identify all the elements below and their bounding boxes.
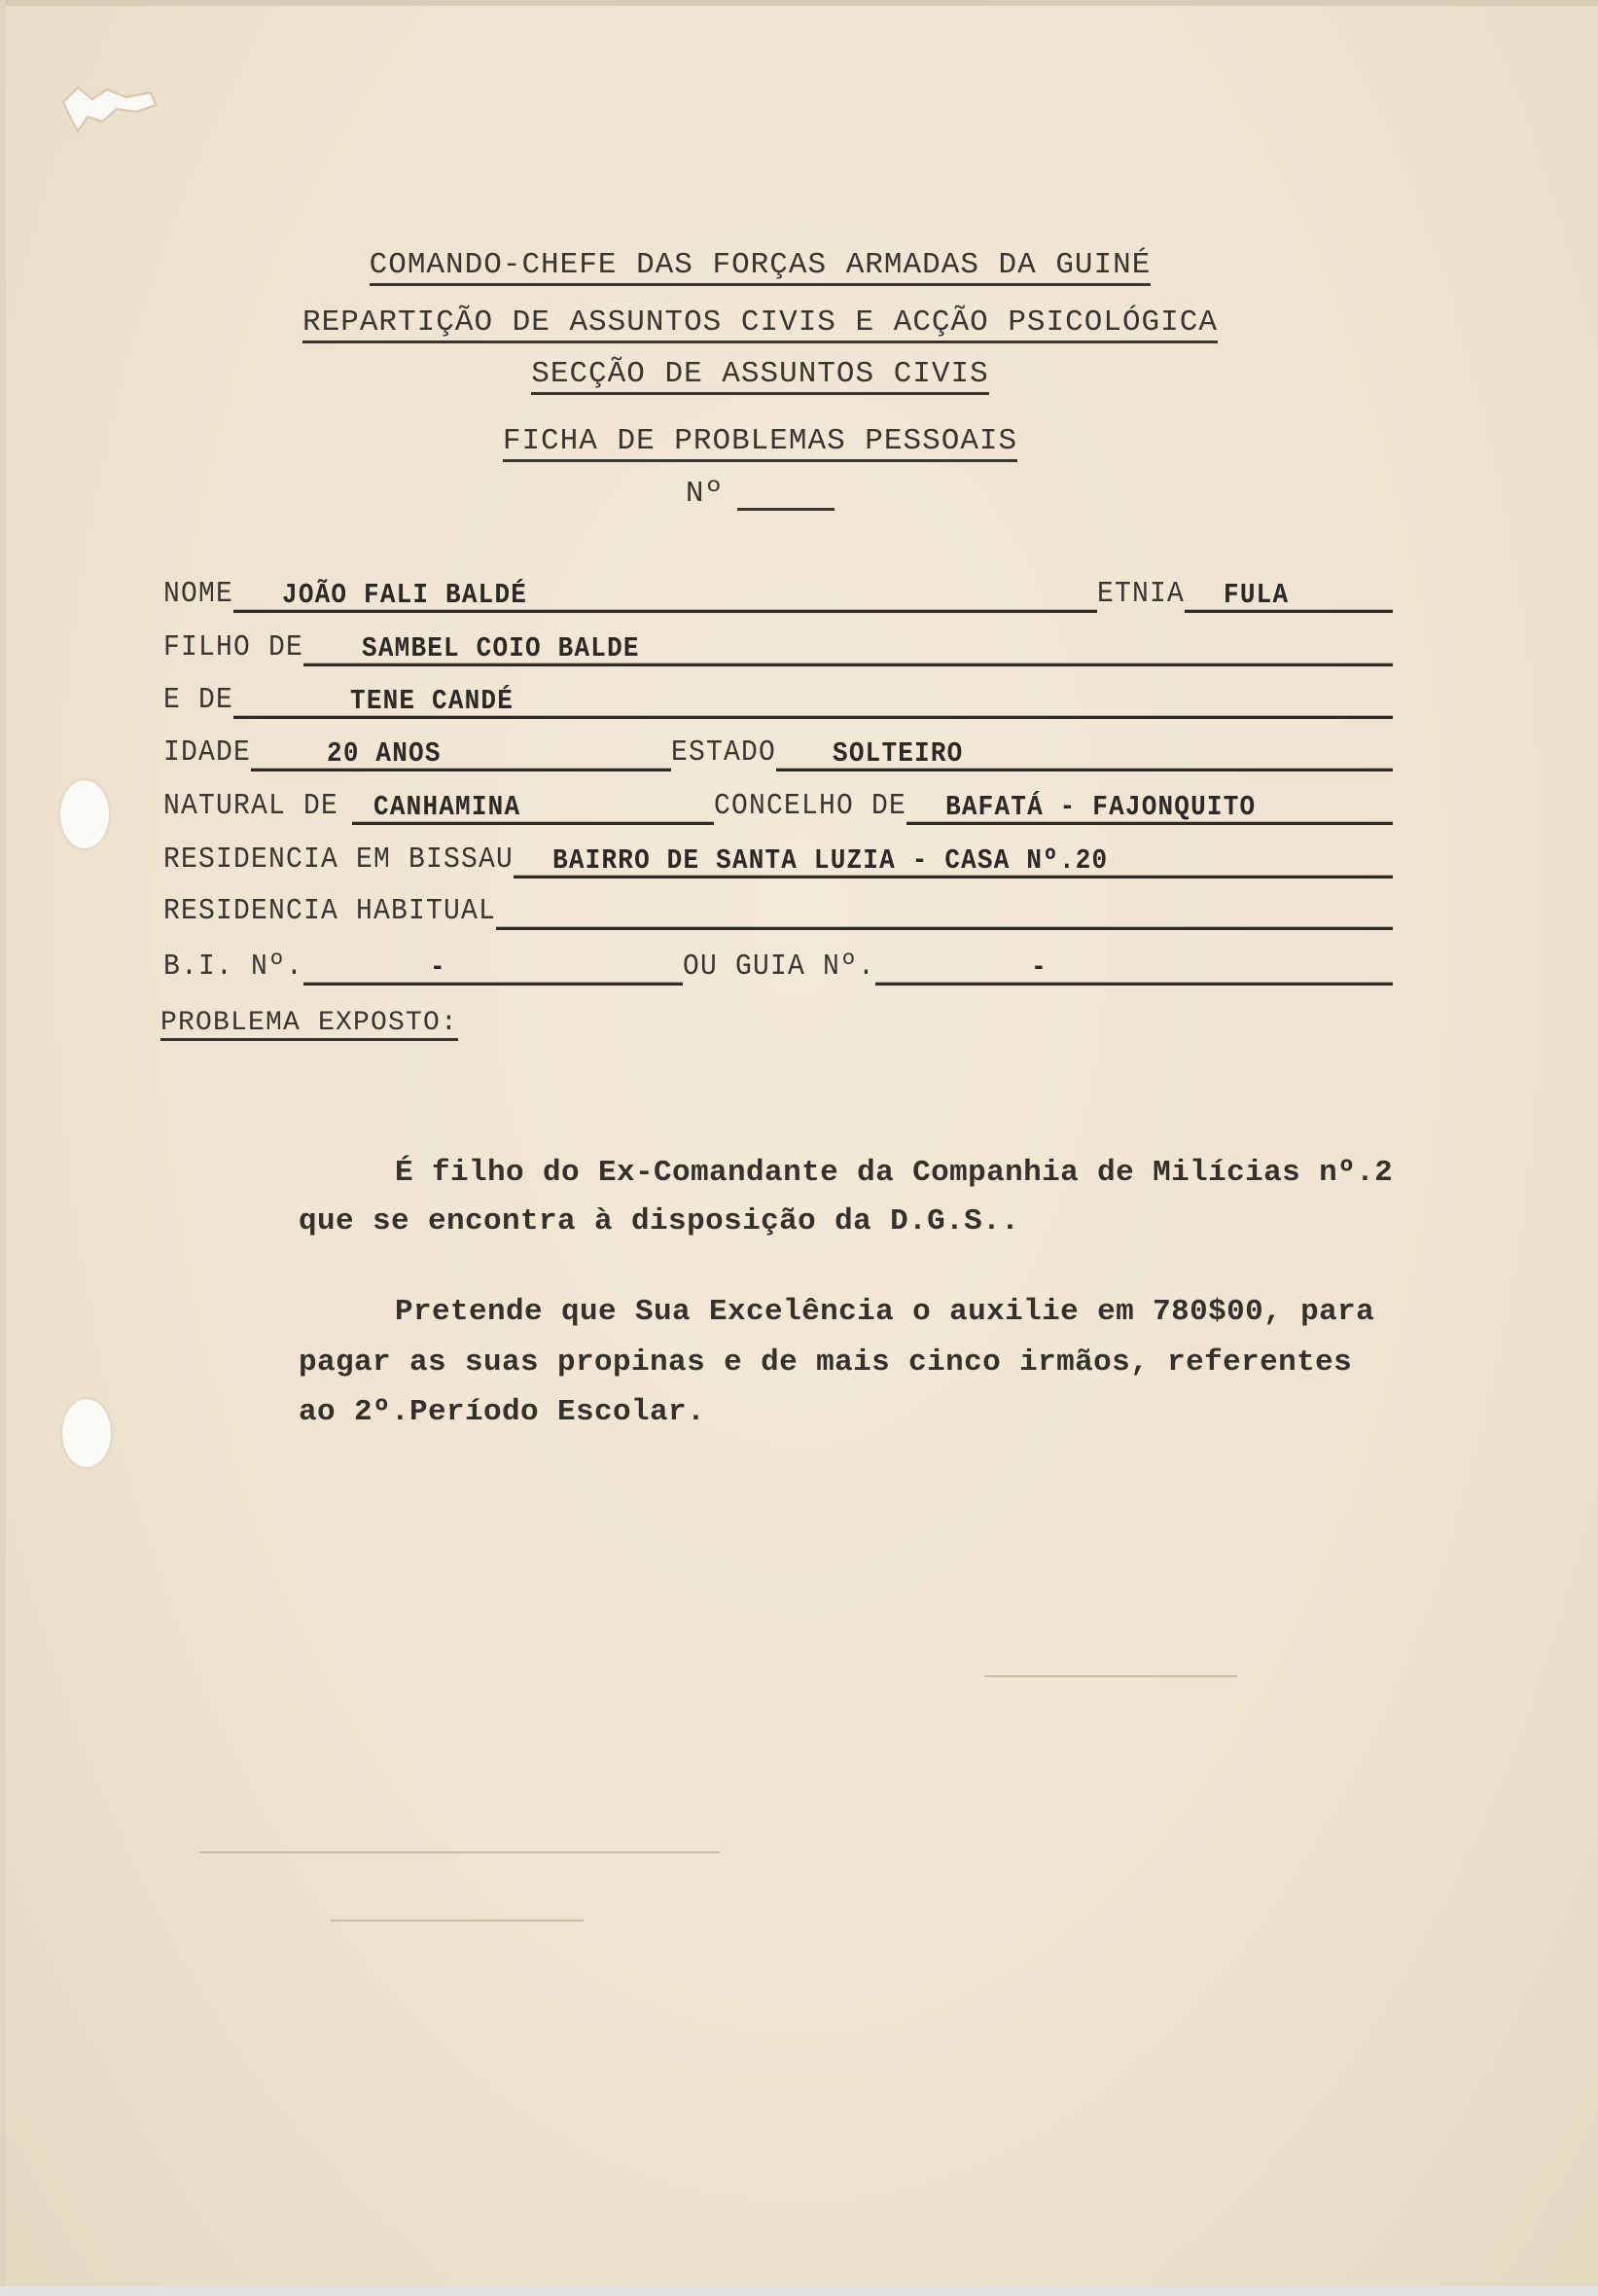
filho-de-label: FILHO DE [163, 630, 304, 664]
natural-de-field[interactable]: CANHAMINA [352, 789, 714, 825]
residencia-habitual-label: RESIDENCIA HABITUAL [163, 894, 497, 928]
problem-text-line: que se encontra à disposição da D.G.S.. [299, 1204, 1020, 1238]
problem-text-line: É filho do Ex-Comandante da Companhia de Milícias nº.2 [395, 1156, 1394, 1190]
guia-label: OU GUIA Nº. [683, 950, 876, 984]
form-title: FICHA DE PROBLEMAS PESSOAIS [0, 424, 1520, 458]
form-number: Nº [0, 477, 1520, 511]
torn-staple-mark [58, 78, 165, 156]
problem-text-line: Pretende que Sua Excelência o auxilie em 780$00, para [395, 1295, 1375, 1329]
estado-field[interactable]: SOLTEIRO [776, 735, 1393, 771]
filho-de-field[interactable]: SAMBEL COIO BALDE [303, 630, 1393, 666]
row-e-de [163, 683, 1393, 719]
guia-field[interactable]: - [875, 950, 1393, 986]
header-line-1: COMANDO-CHEFE DAS FORÇAS ARMADAS DA GUINÉ [0, 248, 1520, 282]
header-line-3: SECÇÃO DE ASSUNTOS CIVIS [0, 357, 1520, 391]
row-filho-de [163, 630, 1393, 666]
row-idade-estado [163, 735, 1393, 771]
residencia-habitual-field[interactable] [496, 894, 1393, 930]
idade-field[interactable]: 20 ANOS [251, 735, 671, 771]
e-de-field[interactable]: TENE CANDÉ [233, 683, 1393, 719]
residencia-bissau-field[interactable]: BAIRRO DE SANTA LUZIA - CASA Nº.20 [514, 843, 1393, 879]
bleed-through-line [984, 1675, 1237, 1677]
bi-field[interactable]: - [303, 950, 683, 986]
row-bi-guia [163, 950, 1393, 986]
concelho-de-field[interactable]: BAFATÁ - FAJONQUITO [906, 789, 1393, 825]
e-de-label: E DE [163, 683, 234, 717]
nome-label: NOME [163, 577, 234, 611]
page-edge-left [0, 0, 6, 2296]
estado-label: ESTADO [671, 735, 777, 770]
row-natural-concelho [163, 789, 1393, 825]
problem-text-line: pagar as suas propinas e de mais cinco irmãos, referentes [299, 1345, 1353, 1380]
nome-field[interactable]: JOÃO FALI BALDÉ [233, 577, 1097, 613]
idade-label: IDADE [163, 735, 252, 770]
problem-text-line: ao 2º.Período Escolar. [299, 1395, 706, 1429]
row-nome [163, 577, 1393, 613]
page-edge-top [0, 0, 1598, 6]
page-edge-bottom [0, 2286, 1598, 2296]
concelho-de-label: CONCELHO DE [714, 789, 907, 823]
punch-hole [62, 1399, 111, 1467]
punch-hole [60, 780, 109, 848]
bi-label: B.I. Nº. [163, 950, 304, 984]
etnia-field[interactable]: FULA [1185, 577, 1393, 613]
row-residencia-bissau [163, 843, 1393, 879]
row-residencia-habitual [163, 894, 1393, 930]
problem-heading: PROBLEMA EXPOSTO: [160, 1008, 458, 1041]
etnia-label: ETNIA [1097, 577, 1186, 611]
header-line-2: REPARTIÇÃO DE ASSUNTOS CIVIS E ACÇÃO PSICOLÓGICA [0, 305, 1520, 340]
bleed-through-line [331, 1919, 584, 1921]
natural-de-label: NATURAL DE [163, 789, 339, 823]
residencia-bissau-label: RESIDENCIA EM BISSAU [163, 843, 515, 877]
bleed-through-line [199, 1851, 720, 1853]
